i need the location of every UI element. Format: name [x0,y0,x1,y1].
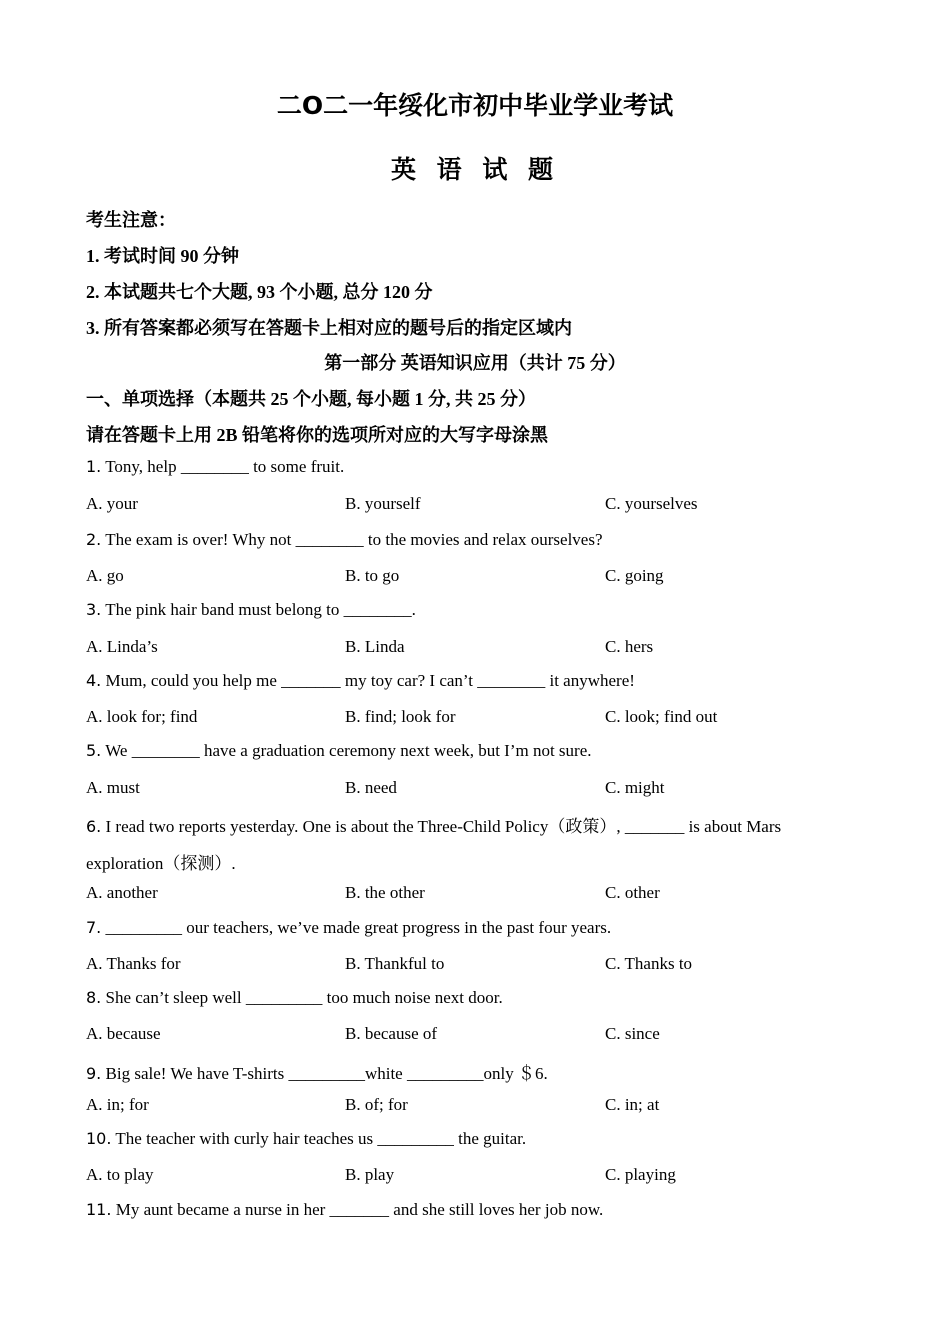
question-text: Mum, could you help me _______ my toy car? I can’t ________ it anywhere! [105,671,635,690]
question-number: 8. [86,988,102,1007]
option-c: C. might [605,778,665,797]
question-number: 7. [86,918,102,937]
option-b: B. yourself [345,494,421,513]
question-4 [86,671,635,691]
question-6-continued: exploration（探测）. [86,854,236,873]
option-a: A. Linda’s [86,637,158,656]
question-6 [86,812,781,837]
option-c: C. other [605,883,660,902]
option-b: B. the other [345,883,425,902]
question-number: 5. [86,741,102,760]
part-heading: 第一部分 英语知识应用（共计 75 分） [324,353,626,373]
question-3 [86,600,416,620]
option-a: A. in; for [86,1095,149,1114]
question-text: The exam is over! Why not ________ to the movies and relax ourselves? [105,530,603,549]
option-b: B. play [345,1165,395,1184]
question-text: She can’t sleep well _________ too much noise next door. [105,988,503,1007]
option-a: A. Thanks for [86,954,181,973]
question-9 [86,1059,548,1084]
option-c: C. yourselves [605,494,698,513]
question-11 [86,1200,603,1220]
question-8 [86,988,503,1008]
question-text: My aunt became a nurse in her _______ and she still loves her job now. [115,1200,604,1219]
question-number: 9. [86,1064,102,1083]
question-number: 2. [86,530,102,549]
option-b: B. need [345,778,397,797]
question-5 [86,741,592,761]
option-a: A. to play [86,1165,154,1184]
exam-subtitle: 英 语 试 题 [390,155,560,184]
question-10 [86,1129,526,1149]
question-number: 3. [86,600,102,619]
question-7 [86,918,611,938]
section-instruction: 请在答题卡上用 2B 铅笔将你的选项所对应的大写字母涂黑 [86,425,549,445]
notice-heading: 考生注意： [86,210,176,231]
question-number: 4. [86,671,102,690]
option-a: A. look for; find [86,707,198,726]
option-b: B. find; look for [345,707,456,726]
option-c: C. since [605,1024,660,1043]
notice-item-3: 3. 所有答案都必须写在答题卡上相对应的题号后的指定区域内 [86,318,572,338]
option-c: C. going [605,566,664,585]
option-b: B. of; for [345,1095,408,1114]
question-number: 10. [86,1129,112,1148]
option-b: B. because of [345,1024,438,1043]
question-text: The pink hair band must belong to ________. [105,600,416,619]
question-number: 1. [86,457,102,476]
option-c: C. Thanks to [605,954,693,973]
option-c: C. playing [605,1165,676,1184]
question-text: We ________ have a graduation ceremony next week, but I’m not sure. [105,741,592,760]
option-a: A. must [86,778,140,797]
option-a: A. because [86,1024,161,1043]
option-b: B. Linda [345,637,405,656]
question-text: _________ our teachers, we’ve made great progress in the past four years. [105,918,612,937]
option-b: B. to go [345,566,400,585]
option-a: A. another [86,883,158,902]
question-text: The teacher with curly hair teaches us _________ the guitar. [115,1129,527,1148]
option-c: C. look; find out [605,707,718,726]
section-heading: 一、单项选择（本题共 25 个小题, 每小题 1 分, 共 25 分） [86,389,536,409]
option-a: A. go [86,566,124,585]
option-b: B. Thankful to [345,954,445,973]
notice-item-1: 1. 考试时间 90 分钟 [86,246,239,266]
option-c: C. hers [605,637,654,656]
question-text: I read two reports yesterday. One is about the Three-Child Policy（政策）, _______ is about Mars [105,817,782,836]
question-number: 6. [86,817,102,836]
option-a: A. your [86,494,138,513]
question-1 [86,457,344,477]
question-2 [86,530,603,550]
question-text: Tony, help ________ to some fruit. [105,457,345,476]
exam-title: 二O二一年绥化市初中毕业学业考试 [276,91,674,120]
notice-item-2: 2. 本试题共七个大题, 93 个小题, 总分 120 分 [86,282,433,302]
question-text: Big sale! We have T-shirts _________white _________only ＄6. [105,1064,548,1083]
option-c: C. in; at [605,1095,660,1114]
question-number: 11. [86,1200,112,1219]
